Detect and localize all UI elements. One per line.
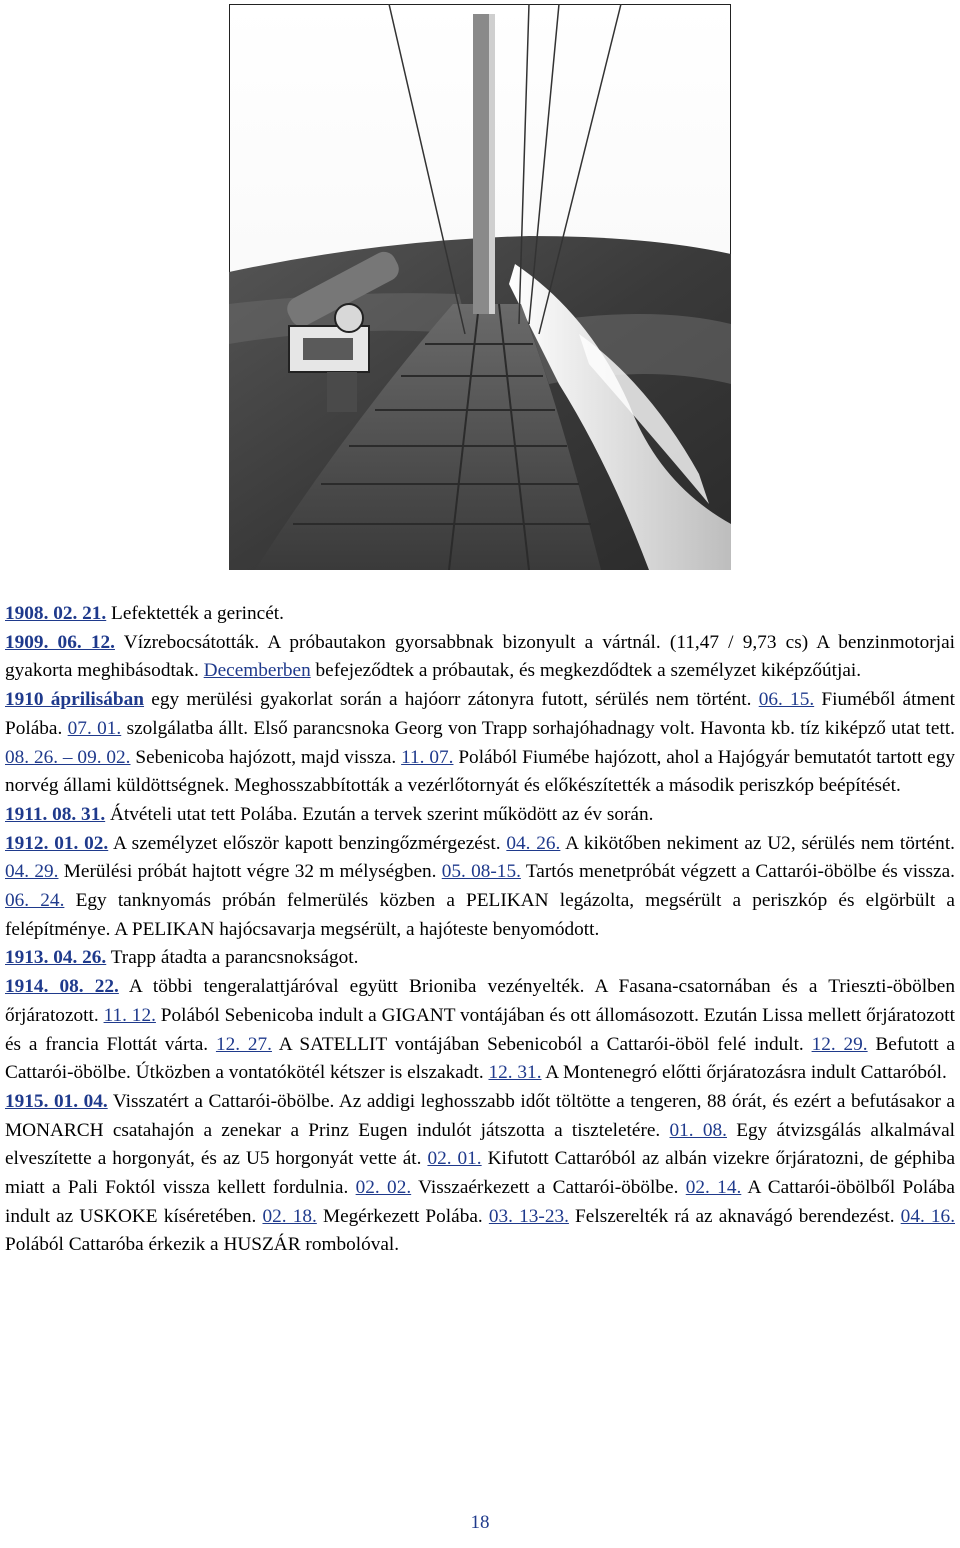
entry-text: Egy tanknyomás próbán felmerülés közben a PELIKAN legázolta, megsérült a periszkóp és elgörbült a felépítménye. A PELIKAN hajócsavarja megsérült, a hajóteste benyomódott. bbox=[5, 890, 955, 940]
entry-text: Kifutott Cattaróból az albán vizekre őrjáratozni, de géphiba miatt a Pali Foktól vissza kellett fordulnia. bbox=[5, 1148, 956, 1199]
chronology-entry bbox=[5, 830, 955, 945]
entry-date: 12. 31. bbox=[488, 1062, 542, 1084]
entry-date: 02. 02. bbox=[355, 1177, 412, 1199]
entry-text: A kikötőben nekiment az U2, sérülés nem történt. bbox=[560, 832, 955, 854]
entry-text: Megérkezett Polába. bbox=[316, 1205, 489, 1227]
chronology-text bbox=[5, 600, 955, 1260]
entry-date: 05. 08-15. bbox=[441, 861, 521, 883]
chronology-entry bbox=[5, 629, 955, 686]
chronology-entry bbox=[5, 973, 955, 1088]
entry-date: 11. 12. bbox=[103, 1004, 156, 1026]
chronology-entry bbox=[5, 1088, 955, 1260]
entry-text: Tartós menetpróbát végzett a Cattarói-öbölbe és vissza. bbox=[520, 861, 955, 883]
entry-date: 04. 29. bbox=[5, 861, 59, 883]
submarine-bow-photo bbox=[229, 4, 731, 570]
entry-date: 07. 01. bbox=[67, 717, 122, 739]
entry-date: Decemberben bbox=[203, 660, 311, 682]
entry-text: A Cattarói-öbölből Polába indult az USKOKE kíséretében. bbox=[5, 1177, 955, 1227]
chronology-entry bbox=[5, 801, 955, 830]
entry-text: egy merülési gyakorlat során a hajóorr zátonyra futott, sérülés nem történt. bbox=[144, 689, 759, 711]
entry-date: 03. 13-23. bbox=[488, 1205, 569, 1227]
entry-date: 02. 18. bbox=[262, 1205, 317, 1227]
entry-text: szolgálatba állt. Első parancsnoka Georg von Trapp sorhajóhadnagy volt. Havonta kb. tíz kiképző utat tett. bbox=[121, 717, 956, 739]
entry-date: 08. 26. – 09. 02. bbox=[5, 746, 131, 768]
entry-text: Merülési próbát hajtott végre 32 m mélységben. bbox=[58, 861, 442, 883]
entry-text: Befutott a Cattarói-öbölbe. Útközben a vontatókötél kétszer is elszakadt. bbox=[5, 1033, 955, 1084]
entry-text: Polából Sebenicoba indult a GIGANT vontájában és ott állomásozott. Ezután Lissa mellett őrjáratozott és a francia Flottát várta. bbox=[5, 1004, 956, 1055]
entry-year-date: 1909. 06. 12. bbox=[5, 631, 115, 653]
entry-date: 02. 14. bbox=[685, 1177, 742, 1199]
entry-text: A személyzet először kapott benzingőzmérgezést. bbox=[108, 832, 507, 854]
entry-text: befejeződtek a próbautak, és megkezdődtek a személyzet kiképzőútjai. bbox=[310, 660, 862, 682]
entry-date: 12. 29. bbox=[811, 1033, 868, 1055]
entry-text: Polából Cattaróba érkezik a HUSZÁR rombolóval. bbox=[5, 1234, 400, 1256]
entry-date: 06. 24. bbox=[5, 890, 65, 912]
entry-text: Felszerelték rá az aknavágó berendezést. bbox=[568, 1205, 901, 1227]
entry-date: 04. 16. bbox=[900, 1205, 956, 1227]
entry-text: Polából Fiumébe hajózott, ahol a Hajógyár bemutatót tartott egy norvég állami küldöttségnek. Meghosszabbították a vezérlőtornyát és előkészítették a második periszkóp beépítését. bbox=[5, 746, 956, 797]
chronology-entry bbox=[5, 686, 955, 801]
entry-text: Lefektették a gerincét. bbox=[106, 603, 284, 624]
entry-date: 12. 27. bbox=[215, 1033, 272, 1055]
page-number: 18 bbox=[470, 1512, 490, 1533]
entry-date: 01. 08. bbox=[669, 1119, 727, 1141]
entry-date: 02. 01. bbox=[427, 1148, 482, 1170]
entry-text: Sebenicoba hajózott, majd vissza. bbox=[130, 746, 402, 768]
entry-text: Visszaérkezett a Cattarói-öbölbe. bbox=[411, 1177, 686, 1199]
entry-date: 04. 26. bbox=[506, 832, 561, 854]
entry-text: A SATELLIT vontájában Sebenicoból a Cattarói-öböl felé indult. bbox=[271, 1033, 812, 1055]
entry-year-date: 1913. 04. 26. bbox=[5, 947, 107, 969]
chronology-entry bbox=[5, 944, 955, 973]
entry-year-date: 1915. 01. 04. bbox=[5, 1090, 108, 1112]
entry-year-date: 1914. 08. 22. bbox=[5, 976, 119, 998]
chronology-entry bbox=[5, 600, 955, 629]
entry-text: A Montenegró előtti őrjáratozásra indult Cattaróból. bbox=[541, 1062, 947, 1084]
entry-date: 11. 07. bbox=[401, 746, 454, 768]
entry-text: Vízrebocsátották. A próbautakon gyorsabbnak bizonyult a vártnál. (11,47 / 9,73 cs) A benzinmotorjai gyakorta meghibásodtak. bbox=[5, 631, 955, 682]
entry-year-date: 1912. 01. 02. bbox=[5, 832, 109, 854]
entry-text: Átvételi utat tett Polába. Ezután a tervek szerint működött az év során. bbox=[105, 803, 654, 825]
entry-year-date: 1910 áprilisában bbox=[5, 689, 145, 711]
entry-text: Visszatért a Cattarói-öbölbe. Az addigi leghosszabb időt töltötte a tengeren, 88 órát, és ezért a befutásakor a MONARCH csatahajón a zenekar a Prinz Eugen indulót játszotta a tiszteletére. bbox=[5, 1090, 955, 1141]
entry-text: Fiuméből átment Polába. bbox=[5, 689, 956, 739]
entry-date: 06. 15. bbox=[758, 689, 815, 711]
entry-text: Trapp átadta a parancsnokságot. bbox=[106, 947, 359, 969]
entry-text: A többi tengeralattjáróval együtt Brioniba vezényelték. A Fasana-csatornában és a Trieszti-öbölben őrjáratozott. bbox=[5, 976, 955, 1026]
entry-year-date: 1908. 02. 21. bbox=[5, 603, 107, 624]
entry-text: Egy átvizsgálás alkalmával elveszítette a horgonyát, és az U5 horgonyát vette át. bbox=[5, 1119, 955, 1170]
entry-year-date: 1911. 08. 31. bbox=[5, 803, 106, 825]
